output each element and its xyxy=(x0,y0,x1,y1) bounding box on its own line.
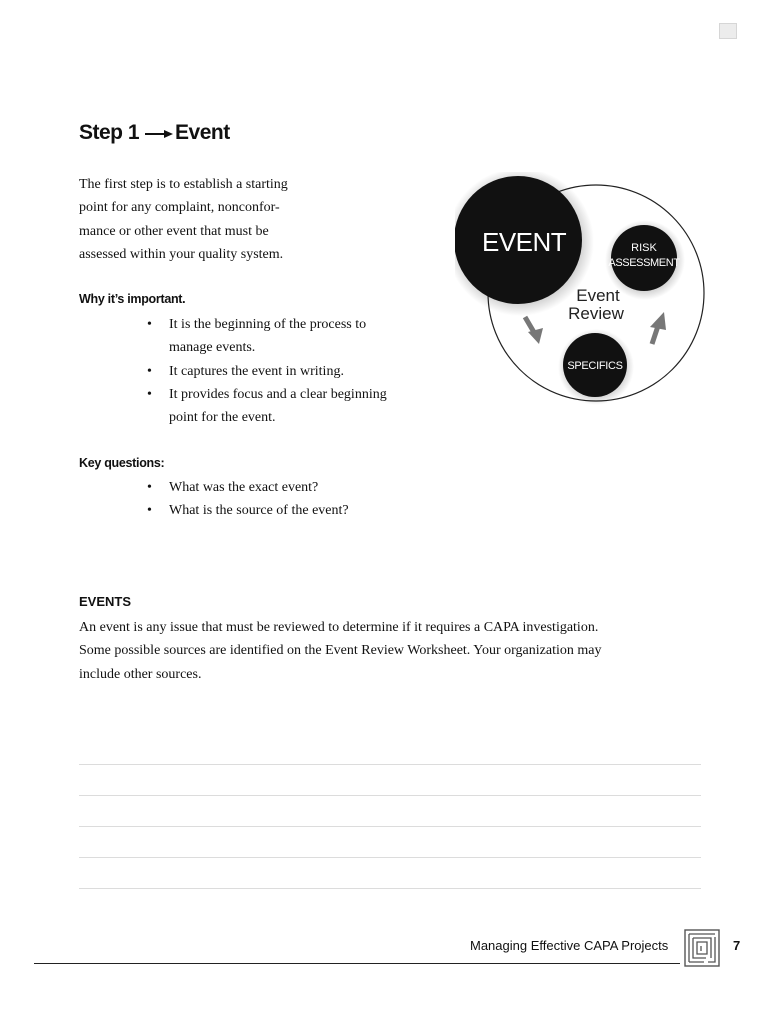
specifics-label: SPECIFICS xyxy=(567,360,623,372)
footer-rule xyxy=(34,963,680,964)
list-item-line: • It provides focus and a clear beginning xyxy=(169,386,387,402)
risk-label: RISK xyxy=(631,242,657,254)
footer-title: Managing Effective CAPA Projects xyxy=(470,938,669,953)
writing-line xyxy=(79,764,701,765)
maze-icon xyxy=(684,929,720,967)
intro-line: point for any complaint, nonconfor- xyxy=(79,200,280,216)
events-line: Some possible sources are identified on the Event Review Worksheet. Your organization may xyxy=(79,643,602,659)
writing-line xyxy=(79,857,701,858)
event-label: EVENT xyxy=(482,227,567,257)
page-number: 7 xyxy=(733,938,741,953)
list-item xyxy=(146,360,387,383)
events-line: An event is any issue that must be reviewed to determine if it requires a CAPA investigation. xyxy=(79,620,599,635)
key-questions-heading: Key questions: xyxy=(79,456,165,470)
event-review-diagram xyxy=(455,172,710,417)
events-heading: EVENTS xyxy=(79,594,132,609)
list-item: • What was the exact event? xyxy=(146,476,349,499)
assessment-label: ASSESSMENT xyxy=(608,257,680,269)
list-item-line: manage events. xyxy=(169,340,256,356)
event-review-label-1: Event xyxy=(576,286,620,305)
list-item-line: • It is the beginning of the process to xyxy=(169,317,367,332)
writing-line xyxy=(79,826,701,827)
intro-line: The first step is to establish a starting xyxy=(79,177,288,192)
list-item xyxy=(146,313,387,360)
intro-line: mance or other event that must be xyxy=(79,223,269,239)
intro-paragraph xyxy=(79,173,329,266)
arrow-right-icon xyxy=(145,121,173,145)
events-paragraph xyxy=(79,616,679,686)
title-step: Step 1 xyxy=(79,121,140,144)
list-item-line: point for the event. xyxy=(169,410,276,426)
corner-mark xyxy=(719,23,737,39)
title-event: Event xyxy=(175,121,230,144)
key-questions-list xyxy=(146,476,349,523)
why-heading: Why it’s important. xyxy=(79,292,186,306)
list-item: • What is the source of the event? xyxy=(146,499,349,522)
writing-line xyxy=(79,795,701,796)
event-review-label-2: Review xyxy=(568,304,624,323)
why-list xyxy=(146,313,387,429)
events-line: include other sources. xyxy=(79,666,202,682)
page-title xyxy=(79,121,230,145)
intro-line: assessed within your quality system. xyxy=(79,246,284,262)
list-item xyxy=(146,383,387,430)
writing-line xyxy=(79,888,701,889)
list-item-line: • It captures the event in writing. xyxy=(169,363,344,379)
